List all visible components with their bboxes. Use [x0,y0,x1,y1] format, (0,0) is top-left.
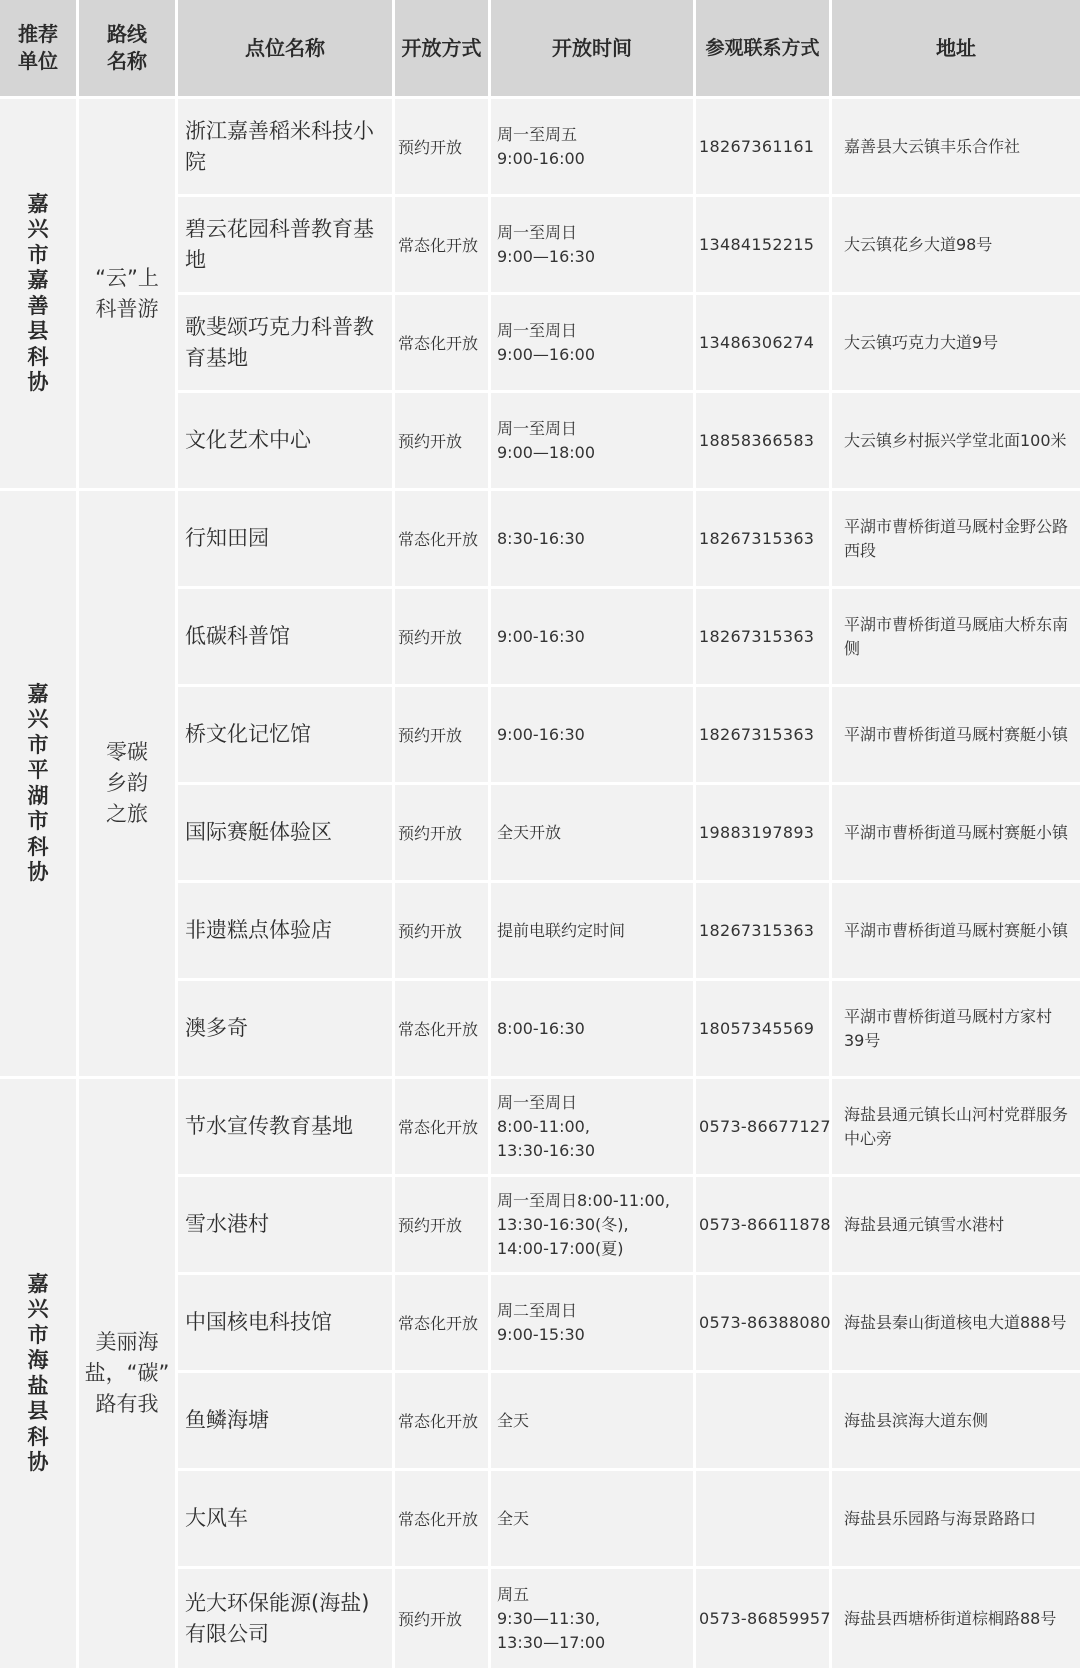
contact: 18858366583 [696,393,832,491]
site-name: 碧云花园科普教育基地 [178,197,395,295]
address: 嘉善县大云镇丰乐合作社 [832,99,1080,197]
open-mode: 预约开放 [395,1569,491,1671]
site-name: 低碳科普馆 [178,589,395,687]
site-name: 节水宣传教育基地 [178,1079,395,1177]
contact: 0573-86859957 [696,1569,832,1671]
site-name: 光大环保能源(海盐)有限公司 [178,1569,395,1671]
open-mode: 常态化开放 [395,295,491,393]
contact: 18267315363 [696,687,832,785]
open-mode: 预约开放 [395,393,491,491]
open-time: 周一至周日 9:00—18:00 [491,393,696,491]
open-time: 提前电联约定时间 [491,883,696,981]
address: 平湖市曹桥街道马厩村赛艇小镇 [832,883,1080,981]
address: 大云镇乡村振兴学堂北面100米 [832,393,1080,491]
contact [696,1373,832,1471]
site-name: 大风车 [178,1471,395,1569]
site-name: 中国核电科技馆 [178,1275,395,1373]
open-time: 8:00-16:30 [491,981,696,1079]
header-time: 开放时间 [491,0,696,99]
open-mode: 常态化开放 [395,197,491,295]
open-time: 周一至周日 9:00—16:00 [491,295,696,393]
route-cell: 零碳 乡韵 之旅 [79,491,178,1079]
contact: 0573-86611878 [696,1177,832,1275]
table-row [0,1079,1080,1177]
site-name: 文化艺术中心 [178,393,395,491]
contact: 18267315363 [696,589,832,687]
open-mode: 常态化开放 [395,1373,491,1471]
address: 海盐县通元镇长山河村党群服务中心旁 [832,1079,1080,1177]
contact [696,1471,832,1569]
open-mode: 常态化开放 [395,1275,491,1373]
site-name: 鱼鳞海塘 [178,1373,395,1471]
header-contact: 参观联系方式 [696,0,832,99]
address: 海盐县滨海大道东侧 [832,1373,1080,1471]
address: 大云镇巧克力大道9号 [832,295,1080,393]
address: 海盐县通元镇雪水港村 [832,1177,1080,1275]
open-mode: 预约开放 [395,99,491,197]
address: 平湖市曹桥街道马厩村赛艇小镇 [832,785,1080,883]
open-time: 9:00-16:30 [491,589,696,687]
address: 平湖市曹桥街道马厩村金野公路西段 [832,491,1080,589]
address: 海盐县西塘桥街道棕榈路88号 [832,1569,1080,1671]
unit-cell [0,99,79,491]
contact: 0573-86388080 [696,1275,832,1373]
contact: 18267315363 [696,883,832,981]
contact: 13484152215 [696,197,832,295]
open-mode: 预约开放 [395,883,491,981]
open-mode: 常态化开放 [395,491,491,589]
route-cell: 美丽海 盐，“碳” 路有我 [79,1079,178,1671]
contact: 0573-86677127 [696,1079,832,1177]
address: 大云镇花乡大道98号 [832,197,1080,295]
header-name: 点位名称 [178,0,395,99]
contact: 18057345569 [696,981,832,1079]
header-address: 地址 [832,0,1080,99]
open-mode: 预约开放 [395,589,491,687]
table-row [0,99,1080,197]
contact: 19883197893 [696,785,832,883]
site-name: 桥文化记忆馆 [178,687,395,785]
open-time: 全天 [491,1471,696,1569]
route-cell: “云”上 科普游 [79,99,178,491]
contact: 13486306274 [696,295,832,393]
header-route: 路线 名称 [79,0,178,99]
unit-cell [0,491,79,1079]
open-mode: 常态化开放 [395,981,491,1079]
table-row [0,491,1080,589]
site-name: 浙江嘉善稻米科技小院 [178,99,395,197]
open-mode: 常态化开放 [395,1079,491,1177]
site-name: 雪水港村 [178,1177,395,1275]
open-time: 周一至周日8:00-11:00, 13:30-16:30(冬), 14:00-17:00(夏) [491,1177,696,1275]
address: 平湖市曹桥街道马厩村方家村39号 [832,981,1080,1079]
open-time: 全天 [491,1373,696,1471]
site-name: 澳多奇 [178,981,395,1079]
site-name: 行知田园 [178,491,395,589]
site-name: 国际赛艇体验区 [178,785,395,883]
open-mode: 预约开放 [395,1177,491,1275]
address: 平湖市曹桥街道马厩村赛艇小镇 [832,687,1080,785]
open-time: 周一至周日 9:00—16:30 [491,197,696,295]
open-time: 9:00-16:30 [491,687,696,785]
contact: 18267361161 [696,99,832,197]
header-unit: 推荐 单位 [0,0,79,99]
contact: 18267315363 [696,491,832,589]
open-time: 8:30-16:30 [491,491,696,589]
open-mode: 预约开放 [395,687,491,785]
site-name: 歌斐颂巧克力科普教育基地 [178,295,395,393]
address: 海盐县秦山街道核电大道888号 [832,1275,1080,1373]
address: 海盐县乐园路与海景路路口 [832,1471,1080,1569]
open-time: 周一至周五 9:00-16:00 [491,99,696,197]
header-row [0,0,1080,99]
unit-label: 嘉兴市嘉善县科协 [27,191,49,394]
header-open: 开放方式 [395,0,491,99]
unit-label: 嘉兴市平湖市科协 [27,681,49,884]
open-mode: 预约开放 [395,785,491,883]
open-time: 周五 9:30—11:30, 13:30—17:00 [491,1569,696,1671]
open-mode: 常态化开放 [395,1471,491,1569]
open-time: 周一至周日 8:00-11:00, 13:30-16:30 [491,1079,696,1177]
open-time: 周二至周日 9:00-15:30 [491,1275,696,1373]
site-name: 非遗糕点体验店 [178,883,395,981]
open-time: 全天开放 [491,785,696,883]
unit-cell [0,1079,79,1671]
address: 平湖市曹桥街道马厩庙大桥东南侧 [832,589,1080,687]
unit-label: 嘉兴市海盐县科协 [27,1271,49,1474]
